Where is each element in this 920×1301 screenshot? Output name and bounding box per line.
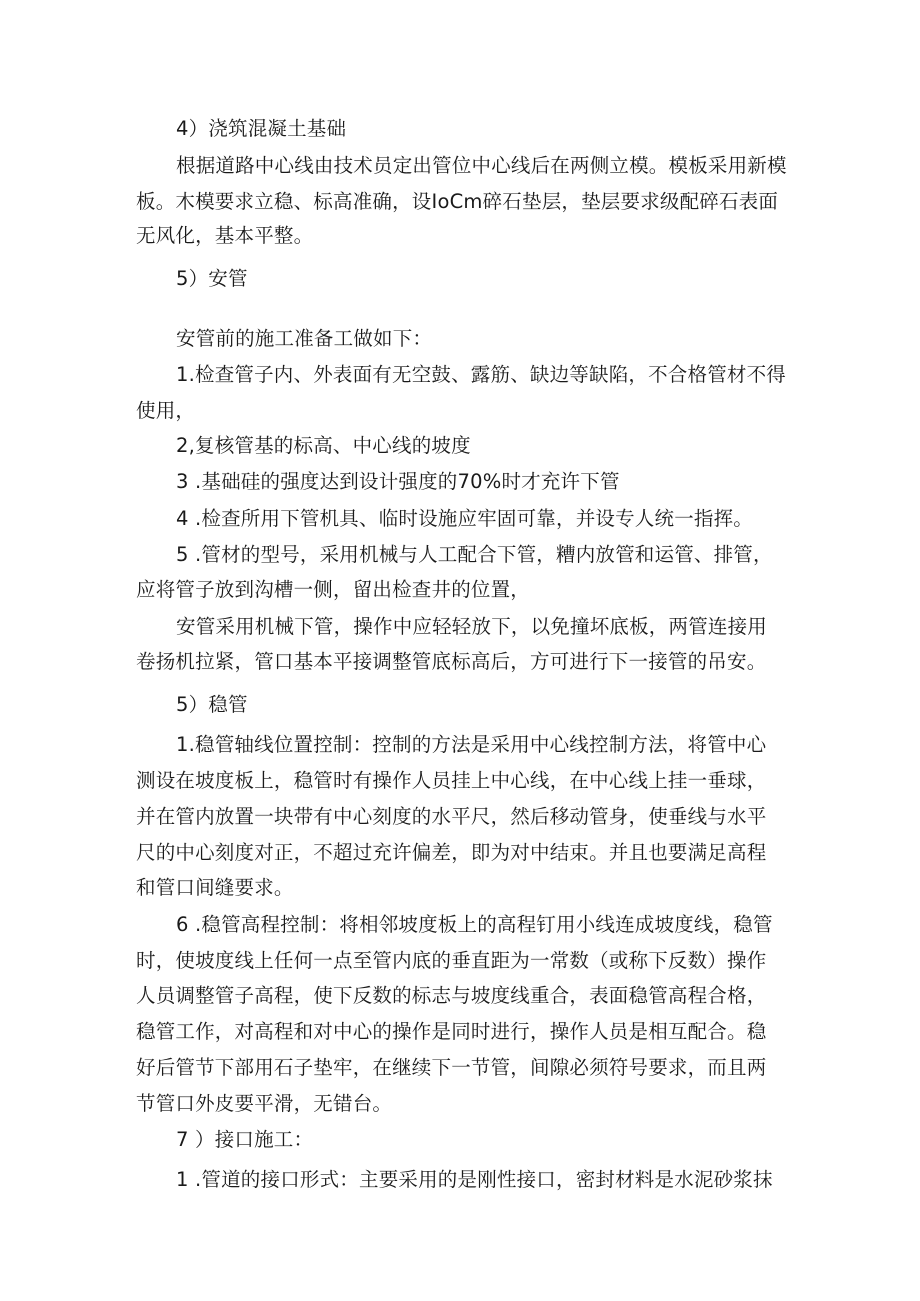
paragraph-line: 人员调整管子高程，使下反数的标志与坡度线重合，表面稳管高程合格， <box>136 984 767 1007</box>
paragraph-line: 根据道路中心线由技术员定出管位中心线后在两侧立模。模板采用新模 <box>176 154 787 177</box>
paragraph-line: 无风化，基本平整。 <box>136 224 314 247</box>
paragraph-line: 1.稳管轴线位置控制：控制的方法是采用中心线控制方法，将管中心 <box>176 733 767 756</box>
list-item-line: 4 .检查所用下管机具、临时设施应牢固可靠，并设专人统一指挥。 <box>176 507 754 530</box>
list-item-line: 应将管子放到沟槽一侧，留出检查井的位置， <box>136 578 531 601</box>
paragraph-line: 稳管工作，对高程和对中心的操作是同时进行，操作人员是相互配合。稳 <box>136 1020 767 1043</box>
heading-pour-concrete-foundation: 4）浇筑混凝土基础 <box>176 117 347 140</box>
list-item-line: 1.检查管子内、外表面有无空鼓、露筋、缺边等缺陷，不合格管材不得 <box>176 363 787 386</box>
paragraph-line: 测设在坡度板上，稳管时有操作人员挂上中心线，在中心线上挂一垂球， <box>136 769 767 792</box>
paragraph-line: 并在管内放置一块带有中心刻度的水平尺，然后移动管身，使垂线与水平 <box>136 805 767 828</box>
list-item-line: 3 .基础硅的强度达到设计强度的70%时才充许下管 <box>176 470 620 493</box>
paragraph-line: 尺的中心刻度对正，不超过充许偏差，即为对中结束。并且也要满足高程 <box>136 841 767 864</box>
paragraph-line: 和管口间缝要求。 <box>136 876 294 899</box>
list-item-line: 2,复核管基的标高、中心线的坡度 <box>176 434 471 457</box>
heading-install-pipe: 5）安管 <box>176 267 248 290</box>
heading-stabilize-pipe: 5）稳管 <box>176 693 248 716</box>
heading-joint-construction: 7 ）接口施工： <box>176 1128 314 1151</box>
list-item-line: 使用， <box>136 399 196 422</box>
paragraph-line: 安管前的施工准备工做如下： <box>176 327 433 350</box>
paragraph-line: 节管口外皮要平滑，无错台。 <box>136 1092 393 1115</box>
paragraph-line: 卷扬机拉紧，管口基本平接调整管底标高后，方可进行下一接管的吊安。 <box>136 650 767 673</box>
paragraph-line: 时，使坡度线上任何一点至管内底的垂直距为一常数（或称下反数）操作 <box>136 949 767 972</box>
paragraph-line: 1 .管道的接口形式：主要采用的是刚性接口，密封材料是水泥砂浆抹 <box>176 1168 773 1191</box>
paragraph-line: 板。木模要求立稳、标高准确，设IoCm碎石垫层，垫层要求级配碎石表面 <box>136 190 779 213</box>
paragraph-line: 6 .稳管高程控制：将相邻坡度板上的高程钉用小线连成坡度线，稳管 <box>176 913 773 936</box>
paragraph-line: 好后管节下部用石子垫牢，在继续下一节管，间隙必须符号要求，而且两 <box>136 1056 767 1079</box>
paragraph-line: 安管采用机械下管，操作中应轻轻放下，以免撞坏底板，两管连接用 <box>176 615 768 638</box>
list-item-line: 5 .管材的型号，采用机械与人工配合下管，糟内放管和运管、排管， <box>176 543 773 566</box>
